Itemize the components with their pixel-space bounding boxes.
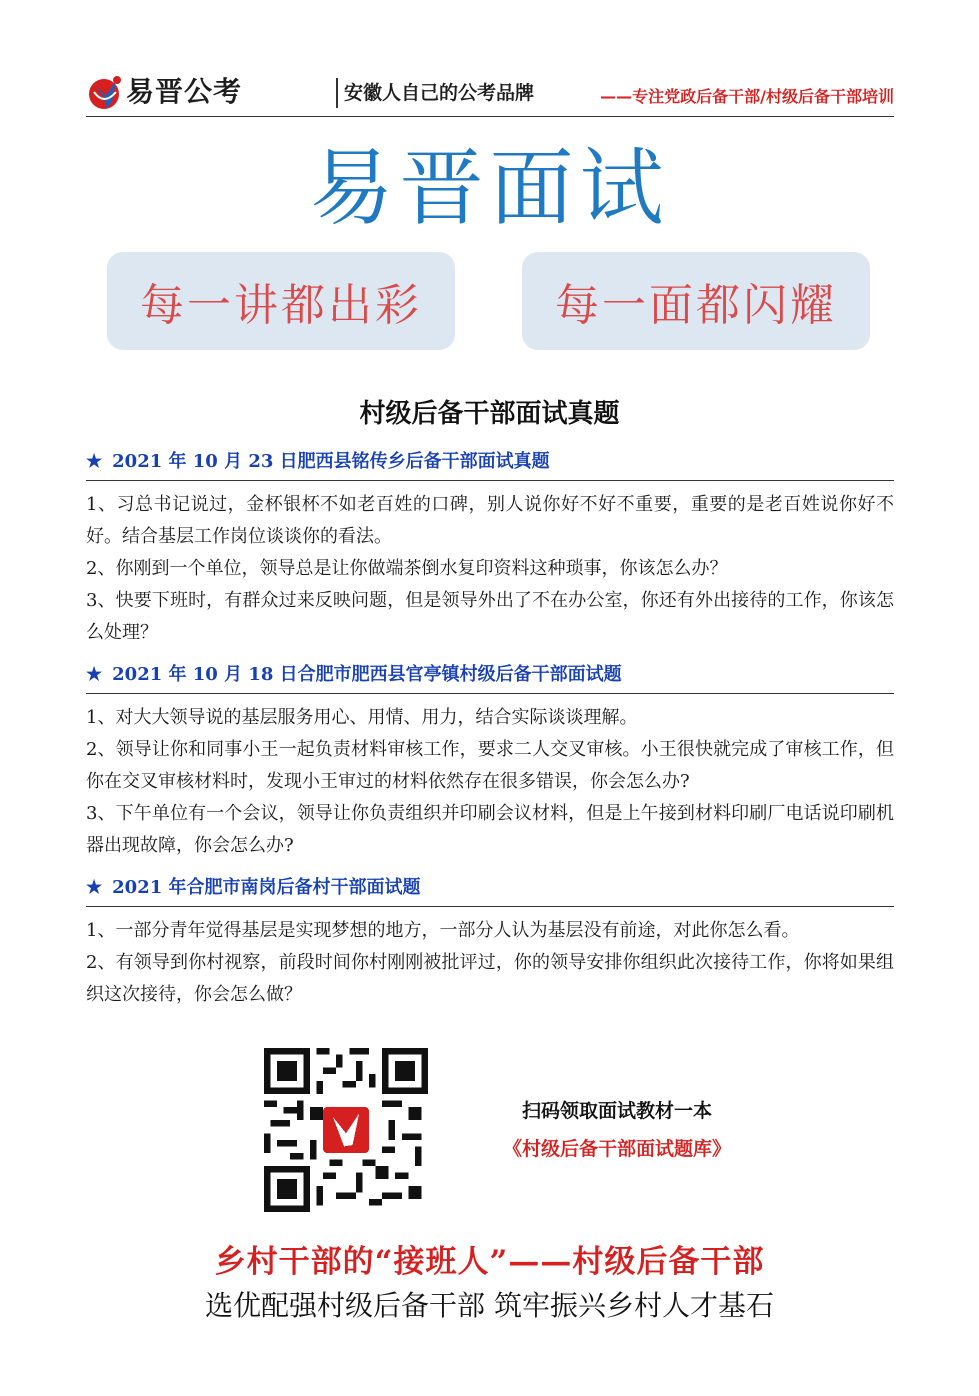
page-title: 村级后备干部面试真题 xyxy=(359,399,620,429)
qr-book-title: 《村级后备干部面试题库》 xyxy=(502,1138,731,1160)
section-heading-text: 2021 年 10 月 23 日肥西县铭传乡后备干部面试真题 xyxy=(112,451,550,472)
header-slogan: ——专注党政后备干部/村级后备干部培训 xyxy=(600,87,894,106)
hero-title: 易晋面试 xyxy=(309,139,670,237)
section-heading-text: 2021 年合肥市南岗后备村干部面试题 xyxy=(112,877,421,898)
question-section xyxy=(86,659,894,862)
question-item: 2、你刚到一个单位，领导总是让你做端茶倒水复印资料这种琐事，你该怎么办？ xyxy=(86,558,728,579)
brand-tagline: 安徽人自己的公考品牌 xyxy=(344,82,535,104)
brand-name: 易晋公考 xyxy=(126,75,243,108)
header-divider xyxy=(336,78,338,108)
star-icon: ★ xyxy=(86,877,103,898)
question-item: 3、下午单位有一个会议，领导让你负责组织并印刷会议材料，但是上午接到材料印刷厂电话说印刷机器出现故障，你会怎么办? xyxy=(86,803,894,856)
question-section xyxy=(86,446,894,649)
qr-caption: 扫码领取面试教材一本 xyxy=(521,1100,712,1122)
question-item: 1、一部分青年觉得基层是实现梦想的地方，一部分人认为基层没有前途，对此你怎么看。 xyxy=(86,920,800,941)
question-item: 2、有领导到你村视察，前段时间你村刚刚被批评过，你的领导安排你组织此次接待工作，你将如果组织这次接待，你会怎么做？ xyxy=(86,952,894,1005)
brand-logo-icon xyxy=(86,72,126,112)
question-item: 1、对大大领导说的基层服务用心、用情、用力，结合实际谈谈理解。 xyxy=(86,707,638,728)
question-item: 2、领导让你和同事小王一起负责材料审核工作，要求二人交叉审核。小王很快就完成了审核工作，但你在交叉审核材料时，发现小王审过的材料依然存在很多错误，你会怎么办? xyxy=(86,739,894,792)
hero-pill-right: 每一面都闪耀 xyxy=(522,252,870,350)
star-icon: ★ xyxy=(86,664,103,685)
section-heading xyxy=(86,659,894,694)
question-list xyxy=(86,446,894,1011)
section-heading xyxy=(86,446,894,481)
footer-subline: 选优配强村级后备干部 筑牢振兴乡村人才基石 xyxy=(205,1289,774,1322)
question-item: 3、快要下班时，有群众过来反映问题，但是领导外出了不在办公室，你还有外出接待的工作，你该怎么处理？ xyxy=(86,590,894,643)
star-icon: ★ xyxy=(86,451,103,472)
question-section xyxy=(86,872,894,1011)
footer-headline: 乡村干部的“接班人”——村级后备干部 xyxy=(214,1244,765,1280)
section-heading-text: 2021 年 10 月 18 日合肥市肥西县官亭镇村级后备干部面试题 xyxy=(112,664,622,685)
qr-code-icon[interactable] xyxy=(264,1048,428,1212)
hero-pill-left: 每一讲都出彩 xyxy=(107,252,455,350)
question-item: 1、习总书记说过，金杯银杯不如老百姓的口碑，别人说你好不好不重要，重要的是老百姓说你好不好。结合基层工作岗位谈谈你的看法。 xyxy=(86,494,894,547)
page-header xyxy=(86,70,894,117)
section-heading xyxy=(86,872,894,907)
